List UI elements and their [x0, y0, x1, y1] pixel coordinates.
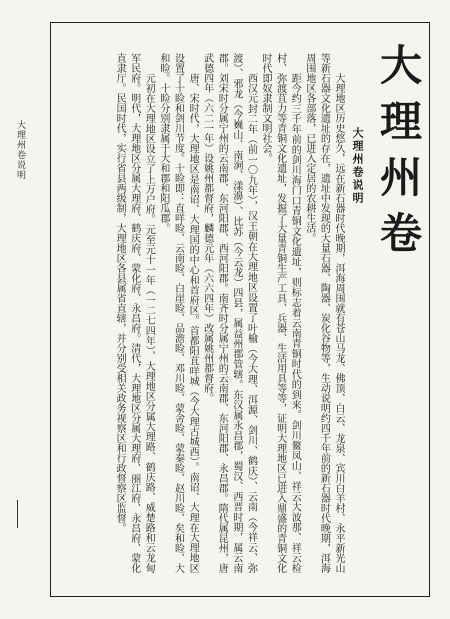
body-text [60, 53, 345, 573]
margin-tick-mark [17, 500, 18, 528]
paragraph: 西汉元封二年（前一〇九年），汉王朝在大理地区设置了叶榆（今大理、洱源、剑川、鹤庆）、云南（今祥云、弥渡）、邪龙（今巍山、南涧、漾濞）、比苏（今云龙）四县，属益州郡管辖。东汉属永昌郡，蜀汉、西晋时期，属云南郡。刘宋时分属宁州的云南郡、东河阳郡、西河阳郡。南齐时分属宁州的云南郡、东河阳郡、永昌郡。隋代属昆州，唐武德四年（六二一年）设姚州都督府，麟德元年（六六四年）改属姚州都督府。 [201, 53, 257, 573]
section-subtitle: 大理州卷说明 [351, 127, 364, 205]
page-frame [50, 22, 430, 597]
paragraph: 唐、宋时代，大理地区是南诏、大理国的中心和首府区。首都阳苴咩城（今大理古城西）。南诏、大理在大理地区设置了十睑和剑川节度。十睑即：直咩睑、云南睑、白崖睑、品澹睑、邓川睑、蒙舍睑、蒙秦睑、赵川睑、矣和睑、大和睑。十睑分别隶属于大和郡和阳瓜郡。 [157, 53, 199, 573]
paragraph: 距今约三千年前的剑川海门口青铜文化遗址，则标志着云南青铜时代的到来。剑川鳌凤山、祥云大波那、祥云检村、弥渡苴力等青铜文化遗址，发掘了大量青铜生产工具、兵器、生活用具等等，证明大理地区已进入鼎盛的青铜文化时代即奴隶制文明社会。 [260, 53, 301, 573]
paragraph: 元初在大理地区设立了上万户府。元至元十一年（一二七四年），大理地区分属大理路、鹤庆路、威楚路和云龙甸军民府。明代，大理地区分属大理府、鹤庆府、蒙化府、永昌府。清代，大理地区分属大理府、丽江府、永昌府、蒙化直隶厅。民国时代，实行省县两级制，大理地区各县属省直辖，并分别受相关政务视察区和行政督察区监督。 [114, 53, 155, 573]
running-head-label: 大理州卷说明 [15, 120, 25, 180]
paragraph: 大理地区历史悠久，远在新石器时代晚期，洱海周围就有苍山马龙、佛顶、白云、龙泉、宾川白羊村、永平新光山等新石器文化遗址的存在，遗址中发现的大量石器、陶器、炭化谷物等，生动说明约四千年前的新石器时代晚期，洱海周围地区各部落，已进入定居的农耕生活。 [303, 53, 344, 573]
page-title: 大理州卷 [374, 43, 423, 267]
